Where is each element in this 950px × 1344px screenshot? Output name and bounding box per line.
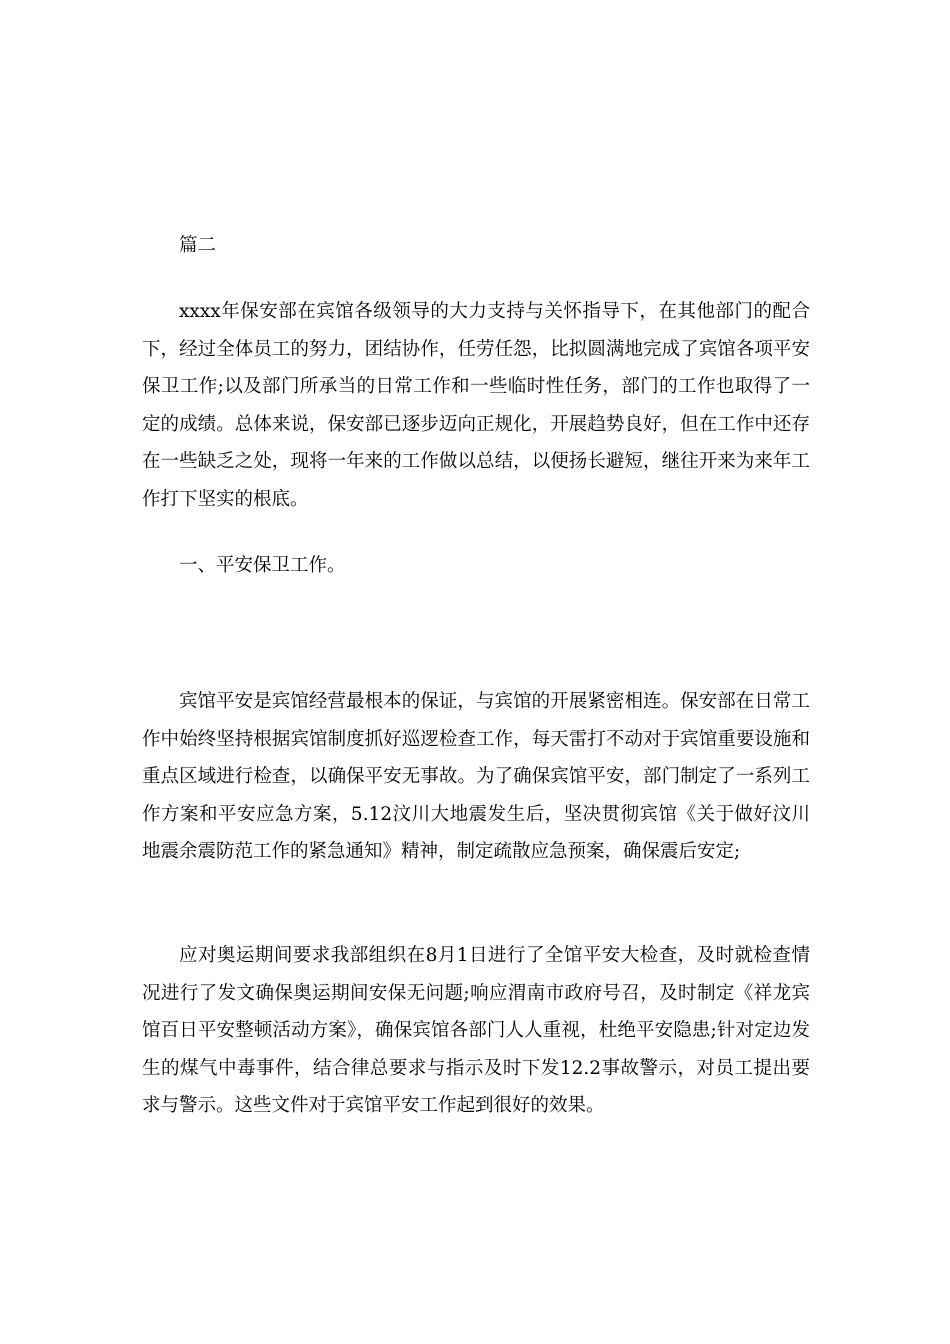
section-heading-security: 一、平安保卫工作。 [179, 555, 346, 576]
section-label: 篇二 [179, 235, 217, 256]
safety-paragraph: 宾馆平安是宾馆经营最根本的保证，与宾馆的开展紧密相连。保安部在日常工作中始终坚持根据宾馆制度抓好巡逻检查工作，每天雷打不动对于宾馆重要设施和重点区域进行检查，以确保平安无事故。为了确保宾馆平安，部门制定了一系列工作方案和平安应急方案，5.12汶川大地震发生后，坚决贯彻宾馆《关于做好汶川地震余震防范工作的紧急通知》精神，制定疏散应急预案，确保震后安定; [142, 691, 810, 862]
intro-paragraph: xxxx年保安部在宾馆各级领导的大力支持与关怀指导下，在其他部门的配合下，经过全体员工的努力，团结协作，任劳任怨，比拟圆满地完成了宾馆各项平安保卫工作;以及部门所承当的日常工作和一些临时性任务，部门的工作也取得了一定的成绩。总体来说，保安部已逐步迈向正规化，开展趋势良好，但在工作中还存在一些缺乏之处，现将一年来的工作做以总结，以便扬长避短，继往开来为来年工作打下坚实的根底。 [142, 301, 810, 510]
olympic-paragraph: 应对奥运期间要求我部组织在8月1日进行了全馆平安大检查，及时就检查情况进行了发文确保奥运期间安保无问题;响应渭南市政府号召，及时制定《祥龙宾馆百日平安整顿活动方案》，确保宾馆各部门人人重视，杜绝平安隐患;针对定边发生的煤气中毒事件，结合律总要求与指示及时下发12.2事故警示，对员工提出要求与警示。这些文件对于宾馆平安工作起到很好的效果。 [142, 945, 810, 1116]
